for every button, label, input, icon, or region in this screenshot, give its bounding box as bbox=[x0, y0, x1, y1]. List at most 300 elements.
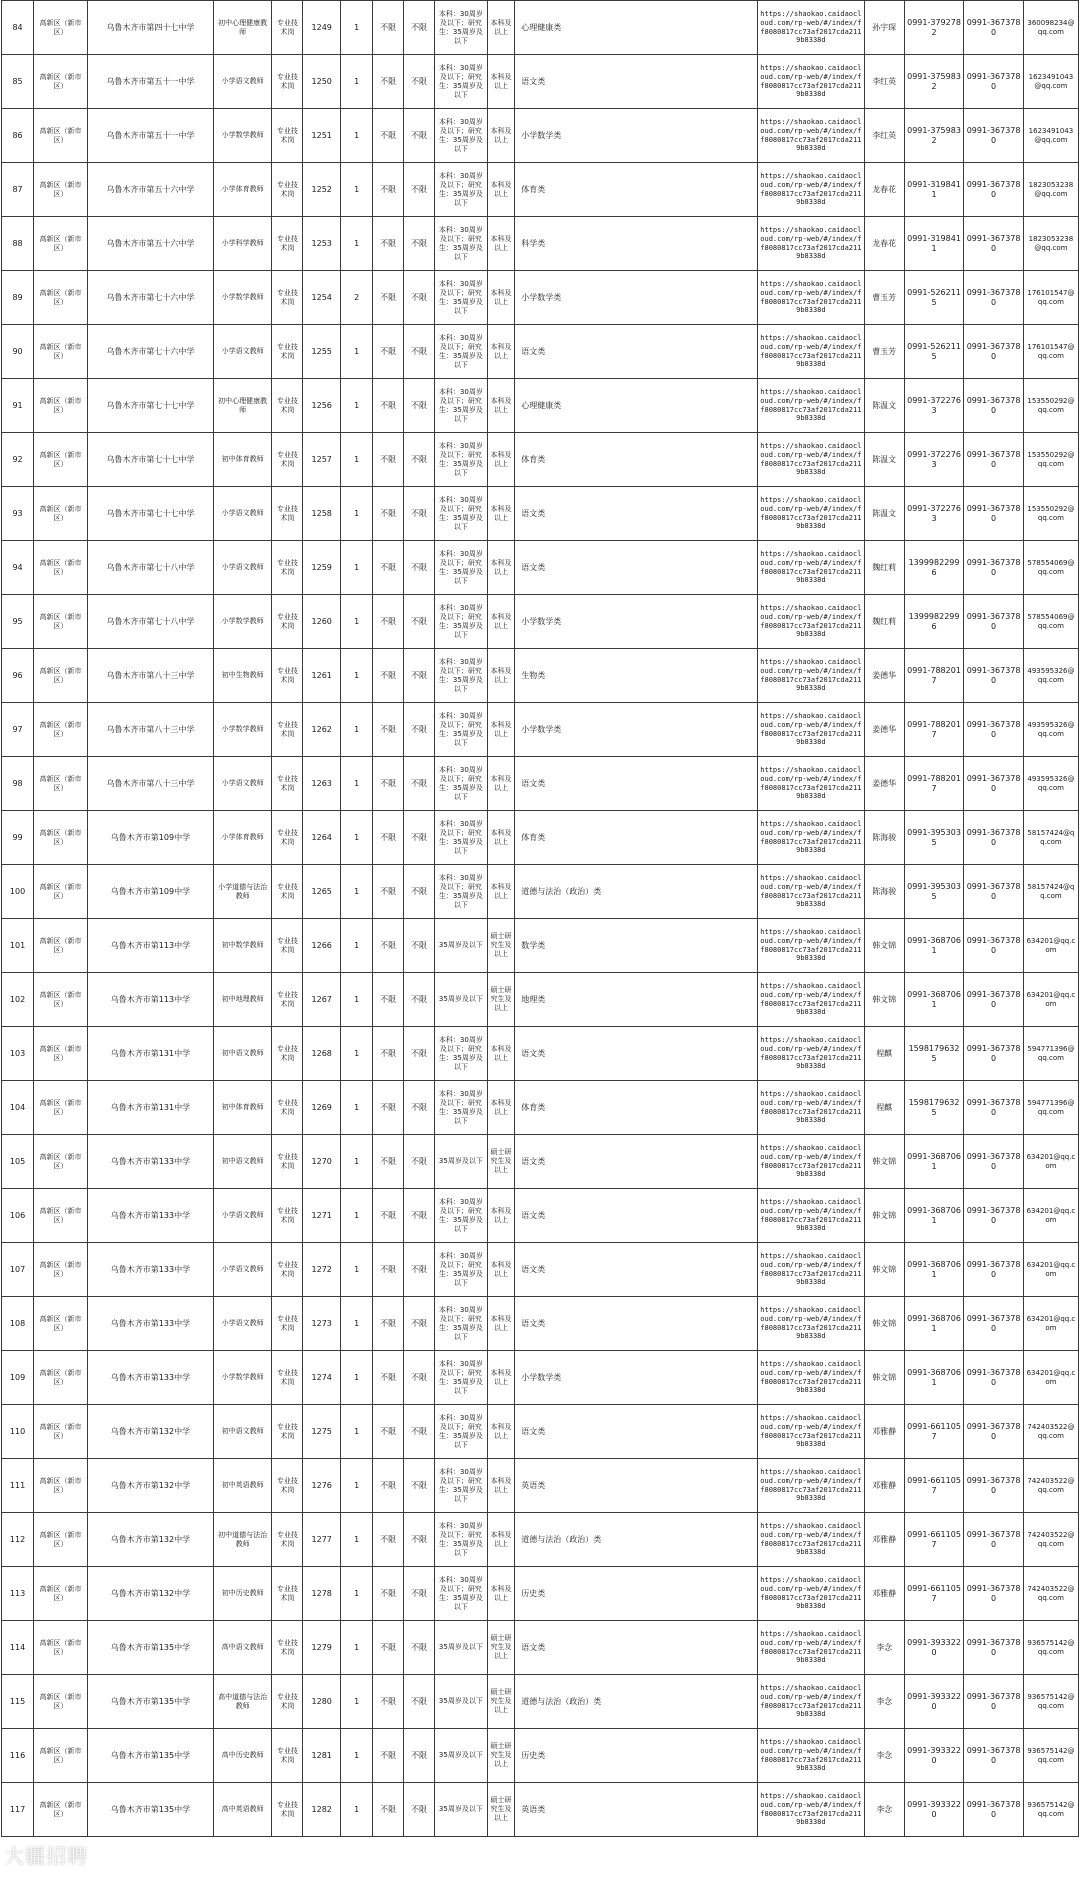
education-cell: 本科及以上 bbox=[487, 649, 514, 703]
school-phone-cell: 0991-3722763 bbox=[904, 433, 964, 487]
school-phone-cell: 15981796325 bbox=[904, 1081, 964, 1135]
application-url-cell[interactable]: https://shaokao.caidaocloud.com/rp-web/#/index/ff8080817cc73af2017cda2119b8338d bbox=[758, 973, 865, 1027]
requirement-cell: 不限 bbox=[404, 919, 435, 973]
contact-person-cell: 韩文锦 bbox=[864, 919, 904, 973]
application-url-cell[interactable]: https://shaokao.caidaocloud.com/rp-web/#/index/ff8080817cc73af2017cda2119b8338d bbox=[758, 1351, 865, 1405]
post-type-cell: 专业技术岗 bbox=[272, 1783, 303, 1837]
age-requirement-cell: 本科：30周岁及以下；研究生：35周岁及以下 bbox=[435, 811, 488, 865]
age-requirement-cell: 本科：30周岁及以下；研究生：35周岁及以下 bbox=[435, 1, 488, 55]
contact-person-cell: 程麒 bbox=[864, 1027, 904, 1081]
table-body bbox=[2, 1, 1079, 1837]
age-requirement-cell: 本科：30周岁及以下；研究生：35周岁及以下 bbox=[435, 1567, 488, 1621]
school-cell: 乌鲁木齐市第八十三中学 bbox=[87, 649, 213, 703]
hire-count-cell: 1 bbox=[341, 1459, 373, 1513]
requirement-cell: 不限 bbox=[404, 163, 435, 217]
application-url-cell[interactable]: https://shaokao.caidaocloud.com/rp-web/#/index/ff8080817cc73af2017cda2119b8338d bbox=[758, 1675, 865, 1729]
bureau-phone-cell: 0991-3673780 bbox=[964, 1027, 1024, 1081]
requirement-cell: 不限 bbox=[404, 1513, 435, 1567]
bureau-phone-cell: 0991-3673780 bbox=[964, 703, 1024, 757]
post-type-cell: 专业技术岗 bbox=[272, 1, 303, 55]
requirement-cell: 不限 bbox=[373, 1567, 404, 1621]
major-cell: 小学数学类 bbox=[515, 595, 758, 649]
district-cell: 高新区（新市区） bbox=[34, 1783, 88, 1837]
post-name-cell: 初中语文教师 bbox=[213, 1135, 271, 1189]
age-requirement-cell: 本科：30周岁及以下；研究生：35周岁及以下 bbox=[435, 217, 488, 271]
contact-person-cell: 姜德华 bbox=[864, 649, 904, 703]
email-cell[interactable]: 936575142@qq.com bbox=[1023, 1675, 1078, 1729]
requirement-cell: 不限 bbox=[404, 541, 435, 595]
age-requirement-cell: 本科：30周岁及以下；研究生：35周岁及以下 bbox=[435, 1351, 488, 1405]
application-url-cell[interactable]: https://shaokao.caidaocloud.com/rp-web/#/index/ff8080817cc73af2017cda2119b8338d bbox=[758, 1, 865, 55]
post-name-cell: 小学语文教师 bbox=[213, 325, 271, 379]
school-phone-cell: 0991-3933220 bbox=[904, 1621, 964, 1675]
requirement-cell: 不限 bbox=[373, 757, 404, 811]
age-requirement-cell: 本科：30周岁及以下；研究生：35周岁及以下 bbox=[435, 1297, 488, 1351]
school-cell: 乌鲁木齐市第135中学 bbox=[87, 1729, 213, 1783]
requirement-cell: 不限 bbox=[404, 1675, 435, 1729]
application-url-cell[interactable]: https://shaokao.caidaocloud.com/rp-web/#/index/ff8080817cc73af2017cda2119b8338d bbox=[758, 1621, 865, 1675]
email-cell[interactable]: 153550292@qq.com bbox=[1023, 379, 1078, 433]
post-name-cell: 初中心理健康教师 bbox=[213, 379, 271, 433]
school-cell: 乌鲁木齐市第七十八中学 bbox=[87, 595, 213, 649]
education-cell: 本科及以上 bbox=[487, 163, 514, 217]
post-code-cell: 1252 bbox=[303, 163, 341, 217]
bureau-phone-cell: 0991-3673780 bbox=[964, 1513, 1024, 1567]
application-url-cell[interactable]: https://shaokao.caidaocloud.com/rp-web/#/index/ff8080817cc73af2017cda2119b8338d bbox=[758, 55, 865, 109]
district-cell: 高新区（新市区） bbox=[34, 325, 88, 379]
requirement-cell: 不限 bbox=[404, 379, 435, 433]
table-row bbox=[2, 1297, 1079, 1351]
email-cell[interactable]: 742403522@qq.com bbox=[1023, 1459, 1078, 1513]
education-cell: 本科及以上 bbox=[487, 55, 514, 109]
major-cell: 科学类 bbox=[515, 217, 758, 271]
requirement-cell: 不限 bbox=[373, 271, 404, 325]
hire-count-cell: 1 bbox=[341, 1675, 373, 1729]
email-cell[interactable]: 634201@qq.com bbox=[1023, 919, 1078, 973]
row-number-cell: 110 bbox=[2, 1405, 34, 1459]
post-code-cell: 1250 bbox=[303, 55, 341, 109]
hire-count-cell: 1 bbox=[341, 163, 373, 217]
application-url-cell[interactable]: https://shaokao.caidaocloud.com/rp-web/#/index/ff8080817cc73af2017cda2119b8338d bbox=[758, 757, 865, 811]
school-phone-cell: 0991-7882017 bbox=[904, 757, 964, 811]
table-row bbox=[2, 1513, 1079, 1567]
application-url-cell[interactable]: https://shaokao.caidaocloud.com/rp-web/#/index/ff8080817cc73af2017cda2119b8338d bbox=[758, 541, 865, 595]
contact-person-cell: 李红英 bbox=[864, 55, 904, 109]
row-number-cell: 96 bbox=[2, 649, 34, 703]
contact-person-cell: 陈温文 bbox=[864, 487, 904, 541]
table-row bbox=[2, 271, 1079, 325]
row-number-cell: 92 bbox=[2, 433, 34, 487]
age-requirement-cell: 本科：30周岁及以下；研究生：35周岁及以下 bbox=[435, 1243, 488, 1297]
contact-person-cell: 韩文锦 bbox=[864, 1135, 904, 1189]
major-cell: 语文类 bbox=[515, 757, 758, 811]
email-cell[interactable]: 594771396@qq.com bbox=[1023, 1027, 1078, 1081]
email-cell[interactable]: 1623491043@qq.com bbox=[1023, 55, 1078, 109]
email-cell[interactable]: 634201@qq.com bbox=[1023, 1297, 1078, 1351]
application-url-cell[interactable]: https://shaokao.caidaocloud.com/rp-web/#/index/ff8080817cc73af2017cda2119b8338d bbox=[758, 433, 865, 487]
application-url-cell[interactable]: https://shaokao.caidaocloud.com/rp-web/#/index/ff8080817cc73af2017cda2119b8338d bbox=[758, 1027, 865, 1081]
application-url-cell[interactable]: https://shaokao.caidaocloud.com/rp-web/#/index/ff8080817cc73af2017cda2119b8338d bbox=[758, 649, 865, 703]
hire-count-cell: 1 bbox=[341, 217, 373, 271]
requirement-cell: 不限 bbox=[373, 1243, 404, 1297]
district-cell: 高新区（新市区） bbox=[34, 1135, 88, 1189]
requirement-cell: 不限 bbox=[404, 757, 435, 811]
application-url-cell[interactable]: https://shaokao.caidaocloud.com/rp-web/#/index/ff8080817cc73af2017cda2119b8338d bbox=[758, 1567, 865, 1621]
application-url-cell[interactable]: https://shaokao.caidaocloud.com/rp-web/#/index/ff8080817cc73af2017cda2119b8338d bbox=[758, 1243, 865, 1297]
major-cell: 语文类 bbox=[515, 55, 758, 109]
email-cell[interactable]: 634201@qq.com bbox=[1023, 1351, 1078, 1405]
school-cell: 乌鲁木齐市第133中学 bbox=[87, 1243, 213, 1297]
education-cell: 本科及以上 bbox=[487, 1, 514, 55]
school-cell: 乌鲁木齐市第八十三中学 bbox=[87, 703, 213, 757]
district-cell: 高新区（新市区） bbox=[34, 595, 88, 649]
application-url-cell[interactable]: https://shaokao.caidaocloud.com/rp-web/#/index/ff8080817cc73af2017cda2119b8338d bbox=[758, 919, 865, 973]
application-url-cell[interactable]: https://shaokao.caidaocloud.com/rp-web/#/index/ff8080817cc73af2017cda2119b8338d bbox=[758, 163, 865, 217]
school-phone-cell: 0991-3687061 bbox=[904, 1189, 964, 1243]
bureau-phone-cell: 0991-3673780 bbox=[964, 595, 1024, 649]
age-requirement-cell: 本科：30周岁及以下；研究生：35周岁及以下 bbox=[435, 379, 488, 433]
education-cell: 本科及以上 bbox=[487, 271, 514, 325]
application-url-cell[interactable]: https://shaokao.caidaocloud.com/rp-web/#/index/ff8080817cc73af2017cda2119b8338d bbox=[758, 1189, 865, 1243]
email-cell[interactable]: 742403522@qq.com bbox=[1023, 1567, 1078, 1621]
major-cell: 体育类 bbox=[515, 811, 758, 865]
school-cell: 乌鲁木齐市第七十六中学 bbox=[87, 325, 213, 379]
application-url-cell[interactable]: https://shaokao.caidaocloud.com/rp-web/#/index/ff8080817cc73af2017cda2119b8338d bbox=[758, 271, 865, 325]
education-cell: 本科及以上 bbox=[487, 1081, 514, 1135]
email-cell[interactable]: 1823053238@qq.com bbox=[1023, 217, 1078, 271]
requirement-cell: 不限 bbox=[373, 325, 404, 379]
table-row bbox=[2, 541, 1079, 595]
bureau-phone-cell: 0991-3673780 bbox=[964, 487, 1024, 541]
bureau-phone-cell: 0991-3673780 bbox=[964, 109, 1024, 163]
email-cell[interactable]: 742403522@qq.com bbox=[1023, 1513, 1078, 1567]
application-url-cell[interactable]: https://shaokao.caidaocloud.com/rp-web/#/index/ff8080817cc73af2017cda2119b8338d bbox=[758, 1405, 865, 1459]
post-name-cell: 初中体育教师 bbox=[213, 1081, 271, 1135]
major-cell: 语文类 bbox=[515, 1027, 758, 1081]
row-number-cell: 112 bbox=[2, 1513, 34, 1567]
table-row bbox=[2, 1027, 1079, 1081]
school-cell: 乌鲁木齐市第113中学 bbox=[87, 973, 213, 1027]
requirement-cell: 不限 bbox=[373, 1459, 404, 1513]
email-cell[interactable]: 936575142@qq.com bbox=[1023, 1729, 1078, 1783]
post-name-cell: 初中英语教师 bbox=[213, 1459, 271, 1513]
education-cell: 硕士研究生及以上 bbox=[487, 919, 514, 973]
post-code-cell: 1268 bbox=[303, 1027, 341, 1081]
application-url-cell[interactable]: https://shaokao.caidaocloud.com/rp-web/#/index/ff8080817cc73af2017cda2119b8338d bbox=[758, 379, 865, 433]
hire-count-cell: 1 bbox=[341, 865, 373, 919]
row-number-cell: 115 bbox=[2, 1675, 34, 1729]
post-code-cell: 1254 bbox=[303, 271, 341, 325]
major-cell: 体育类 bbox=[515, 433, 758, 487]
bureau-phone-cell: 0991-3673780 bbox=[964, 865, 1024, 919]
district-cell: 高新区（新市区） bbox=[34, 1351, 88, 1405]
application-url-cell[interactable]: https://shaokao.caidaocloud.com/rp-web/#/index/ff8080817cc73af2017cda2119b8338d bbox=[758, 703, 865, 757]
school-phone-cell: 15981796325 bbox=[904, 1027, 964, 1081]
age-requirement-cell: 本科：30周岁及以下；研究生：35周岁及以下 bbox=[435, 325, 488, 379]
requirement-cell: 不限 bbox=[373, 1, 404, 55]
bureau-phone-cell: 0991-3673780 bbox=[964, 1, 1024, 55]
row-number-cell: 89 bbox=[2, 271, 34, 325]
email-cell[interactable]: 493595326@qq.com bbox=[1023, 757, 1078, 811]
school-phone-cell: 0991-5262115 bbox=[904, 271, 964, 325]
table-row bbox=[2, 1351, 1079, 1405]
requirement-cell: 不限 bbox=[373, 109, 404, 163]
email-cell[interactable]: 634201@qq.com bbox=[1023, 973, 1078, 1027]
post-type-cell: 专业技术岗 bbox=[272, 595, 303, 649]
email-cell[interactable]: 493595326@qq.com bbox=[1023, 703, 1078, 757]
contact-person-cell: 陈温文 bbox=[864, 433, 904, 487]
requirement-cell: 不限 bbox=[404, 1621, 435, 1675]
row-number-cell: 88 bbox=[2, 217, 34, 271]
requirement-cell: 不限 bbox=[404, 1567, 435, 1621]
email-cell[interactable]: 634201@qq.com bbox=[1023, 1135, 1078, 1189]
education-cell: 本科及以上 bbox=[487, 1189, 514, 1243]
requirement-cell: 不限 bbox=[404, 973, 435, 1027]
bureau-phone-cell: 0991-3673780 bbox=[964, 919, 1024, 973]
major-cell: 体育类 bbox=[515, 163, 758, 217]
post-type-cell: 专业技术岗 bbox=[272, 1567, 303, 1621]
district-cell: 高新区（新市区） bbox=[34, 163, 88, 217]
table-row bbox=[2, 595, 1079, 649]
table-row bbox=[2, 163, 1079, 217]
school-cell: 乌鲁木齐市第131中学 bbox=[87, 1081, 213, 1135]
post-name-cell: 初中历史教师 bbox=[213, 1567, 271, 1621]
application-url-cell[interactable]: https://shaokao.caidaocloud.com/rp-web/#/index/ff8080817cc73af2017cda2119b8338d bbox=[758, 325, 865, 379]
district-cell: 高新区（新市区） bbox=[34, 1297, 88, 1351]
table-row bbox=[2, 1081, 1079, 1135]
contact-person-cell: 孙宇琛 bbox=[864, 1, 904, 55]
post-name-cell: 小学数学教师 bbox=[213, 1351, 271, 1405]
email-cell[interactable]: 742403522@qq.com bbox=[1023, 1405, 1078, 1459]
contact-person-cell: 邓雅静 bbox=[864, 1459, 904, 1513]
application-url-cell[interactable]: https://shaokao.caidaocloud.com/rp-web/#/index/ff8080817cc73af2017cda2119b8338d bbox=[758, 487, 865, 541]
row-number-cell: 90 bbox=[2, 325, 34, 379]
post-type-cell: 专业技术岗 bbox=[272, 1135, 303, 1189]
school-phone-cell: 0991-3687061 bbox=[904, 919, 964, 973]
age-requirement-cell: 本科：30周岁及以下；研究生：35周岁及以下 bbox=[435, 541, 488, 595]
school-phone-cell: 0991-3933220 bbox=[904, 1675, 964, 1729]
hire-count-cell: 1 bbox=[341, 919, 373, 973]
requirement-cell: 不限 bbox=[404, 1243, 435, 1297]
post-code-cell: 1251 bbox=[303, 109, 341, 163]
row-number-cell: 106 bbox=[2, 1189, 34, 1243]
post-name-cell: 小学语文教师 bbox=[213, 1243, 271, 1297]
bureau-phone-cell: 0991-3673780 bbox=[964, 1783, 1024, 1837]
school-phone-cell: 0991-6611057 bbox=[904, 1459, 964, 1513]
application-url-cell[interactable]: https://shaokao.caidaocloud.com/rp-web/#/index/ff8080817cc73af2017cda2119b8338d bbox=[758, 1729, 865, 1783]
post-code-cell: 1259 bbox=[303, 541, 341, 595]
post-type-cell: 专业技术岗 bbox=[272, 973, 303, 1027]
row-number-cell: 100 bbox=[2, 865, 34, 919]
email-cell[interactable]: 1623491043@qq.com bbox=[1023, 109, 1078, 163]
bureau-phone-cell: 0991-3673780 bbox=[964, 1351, 1024, 1405]
contact-person-cell: 陈温文 bbox=[864, 379, 904, 433]
age-requirement-cell: 本科：30周岁及以下；研究生：35周岁及以下 bbox=[435, 55, 488, 109]
bureau-phone-cell: 0991-3673780 bbox=[964, 1675, 1024, 1729]
major-cell: 生物类 bbox=[515, 649, 758, 703]
requirement-cell: 不限 bbox=[373, 595, 404, 649]
major-cell: 小学数学类 bbox=[515, 1351, 758, 1405]
post-code-cell: 1269 bbox=[303, 1081, 341, 1135]
post-code-cell: 1277 bbox=[303, 1513, 341, 1567]
district-cell: 高新区（新市区） bbox=[34, 1567, 88, 1621]
school-cell: 乌鲁木齐市第131中学 bbox=[87, 1027, 213, 1081]
application-url-cell[interactable]: https://shaokao.caidaocloud.com/rp-web/#/index/ff8080817cc73af2017cda2119b8338d bbox=[758, 217, 865, 271]
school-cell: 乌鲁木齐市第133中学 bbox=[87, 1135, 213, 1189]
major-cell: 道德与法治（政治）类 bbox=[515, 1513, 758, 1567]
email-cell[interactable]: 936575142@qq.com bbox=[1023, 1783, 1078, 1837]
post-code-cell: 1280 bbox=[303, 1675, 341, 1729]
post-name-cell: 高中历史教师 bbox=[213, 1729, 271, 1783]
contact-person-cell: 邓雅静 bbox=[864, 1567, 904, 1621]
post-type-cell: 专业技术岗 bbox=[272, 109, 303, 163]
email-cell[interactable]: 493595326@qq.com bbox=[1023, 649, 1078, 703]
email-cell[interactable]: 578554069@qq.com bbox=[1023, 595, 1078, 649]
school-cell: 乌鲁木齐市第七十七中学 bbox=[87, 487, 213, 541]
school-phone-cell: 0991-3953035 bbox=[904, 865, 964, 919]
application-url-cell[interactable]: https://shaokao.caidaocloud.com/rp-web/#/index/ff8080817cc73af2017cda2119b8338d bbox=[758, 865, 865, 919]
hire-count-cell: 1 bbox=[341, 1243, 373, 1297]
post-code-cell: 1276 bbox=[303, 1459, 341, 1513]
application-url-cell[interactable]: https://shaokao.caidaocloud.com/rp-web/#/index/ff8080817cc73af2017cda2119b8338d bbox=[758, 595, 865, 649]
age-requirement-cell: 本科：30周岁及以下；研究生：35周岁及以下 bbox=[435, 163, 488, 217]
school-phone-cell: 0991-3198411 bbox=[904, 217, 964, 271]
school-cell: 乌鲁木齐市第109中学 bbox=[87, 865, 213, 919]
contact-person-cell: 李念 bbox=[864, 1621, 904, 1675]
email-cell[interactable]: 58157424@qq.com bbox=[1023, 865, 1078, 919]
age-requirement-cell: 本科：30周岁及以下；研究生：35周岁及以下 bbox=[435, 1189, 488, 1243]
email-cell[interactable]: 58157424@qq.com bbox=[1023, 811, 1078, 865]
school-cell: 乌鲁木齐市第133中学 bbox=[87, 1189, 213, 1243]
education-cell: 本科及以上 bbox=[487, 865, 514, 919]
application-url-cell[interactable]: https://shaokao.caidaocloud.com/rp-web/#/index/ff8080817cc73af2017cda2119b8338d bbox=[758, 1459, 865, 1513]
post-name-cell: 小学语文教师 bbox=[213, 541, 271, 595]
education-cell: 本科及以上 bbox=[487, 595, 514, 649]
school-cell: 乌鲁木齐市第109中学 bbox=[87, 811, 213, 865]
email-cell[interactable]: 594771396@qq.com bbox=[1023, 1081, 1078, 1135]
table-row bbox=[2, 217, 1079, 271]
hire-count-cell: 1 bbox=[341, 487, 373, 541]
post-type-cell: 专业技术岗 bbox=[272, 55, 303, 109]
bureau-phone-cell: 0991-3673780 bbox=[964, 1405, 1024, 1459]
post-type-cell: 专业技术岗 bbox=[272, 1513, 303, 1567]
email-cell[interactable]: 176101547@qq.com bbox=[1023, 325, 1078, 379]
row-number-cell: 113 bbox=[2, 1567, 34, 1621]
major-cell: 语文类 bbox=[515, 1135, 758, 1189]
post-type-cell: 专业技术岗 bbox=[272, 1189, 303, 1243]
post-code-cell: 1271 bbox=[303, 1189, 341, 1243]
district-cell: 高新区（新市区） bbox=[34, 1189, 88, 1243]
post-type-cell: 专业技术岗 bbox=[272, 649, 303, 703]
age-requirement-cell: 35周岁及以下 bbox=[435, 973, 488, 1027]
hire-count-cell: 1 bbox=[341, 757, 373, 811]
requirement-cell: 不限 bbox=[373, 1351, 404, 1405]
email-cell[interactable]: 153550292@qq.com bbox=[1023, 433, 1078, 487]
age-requirement-cell: 本科：30周岁及以下；研究生：35周岁及以下 bbox=[435, 109, 488, 163]
major-cell: 心理健康类 bbox=[515, 1, 758, 55]
education-cell: 本科及以上 bbox=[487, 1567, 514, 1621]
row-number-cell: 97 bbox=[2, 703, 34, 757]
post-type-cell: 专业技术岗 bbox=[272, 487, 303, 541]
email-cell[interactable]: 578554069@qq.com bbox=[1023, 541, 1078, 595]
district-cell: 高新区（新市区） bbox=[34, 649, 88, 703]
contact-person-cell: 曹玉芳 bbox=[864, 325, 904, 379]
school-cell: 乌鲁木齐市第132中学 bbox=[87, 1567, 213, 1621]
application-url-cell[interactable]: https://shaokao.caidaocloud.com/rp-web/#/index/ff8080817cc73af2017cda2119b8338d bbox=[758, 1783, 865, 1837]
hire-count-cell: 1 bbox=[341, 1405, 373, 1459]
requirement-cell: 不限 bbox=[404, 55, 435, 109]
email-cell[interactable]: 936575142@qq.com bbox=[1023, 1621, 1078, 1675]
email-cell[interactable]: 1823053238@qq.com bbox=[1023, 163, 1078, 217]
row-number-cell: 108 bbox=[2, 1297, 34, 1351]
email-cell[interactable]: 634201@qq.com bbox=[1023, 1189, 1078, 1243]
contact-person-cell: 邓雅静 bbox=[864, 1405, 904, 1459]
education-cell: 本科及以上 bbox=[487, 487, 514, 541]
contact-person-cell: 李红英 bbox=[864, 109, 904, 163]
school-cell: 乌鲁木齐市第113中学 bbox=[87, 919, 213, 973]
requirement-cell: 不限 bbox=[373, 379, 404, 433]
table-row bbox=[2, 1243, 1079, 1297]
hire-count-cell: 1 bbox=[341, 109, 373, 163]
application-url-cell[interactable]: https://shaokao.caidaocloud.com/rp-web/#/index/ff8080817cc73af2017cda2119b8338d bbox=[758, 1513, 865, 1567]
major-cell: 历史类 bbox=[515, 1729, 758, 1783]
hire-count-cell: 1 bbox=[341, 55, 373, 109]
education-cell: 硕士研究生及以上 bbox=[487, 1135, 514, 1189]
application-url-cell[interactable]: https://shaokao.caidaocloud.com/rp-web/#/index/ff8080817cc73af2017cda2119b8338d bbox=[758, 1297, 865, 1351]
bureau-phone-cell: 0991-3673780 bbox=[964, 1135, 1024, 1189]
row-number-cell: 114 bbox=[2, 1621, 34, 1675]
requirement-cell: 不限 bbox=[404, 1351, 435, 1405]
post-code-cell: 1257 bbox=[303, 433, 341, 487]
application-url-cell[interactable]: https://shaokao.caidaocloud.com/rp-web/#/index/ff8080817cc73af2017cda2119b8338d bbox=[758, 109, 865, 163]
post-type-cell: 专业技术岗 bbox=[272, 811, 303, 865]
application-url-cell[interactable]: https://shaokao.caidaocloud.com/rp-web/#/index/ff8080817cc73af2017cda2119b8338d bbox=[758, 1081, 865, 1135]
table-row bbox=[2, 379, 1079, 433]
row-number-cell: 85 bbox=[2, 55, 34, 109]
requirement-cell: 不限 bbox=[404, 1081, 435, 1135]
post-code-cell: 1264 bbox=[303, 811, 341, 865]
requirement-cell: 不限 bbox=[373, 1027, 404, 1081]
age-requirement-cell: 本科：30周岁及以下；研究生：35周岁及以下 bbox=[435, 649, 488, 703]
education-cell: 本科及以上 bbox=[487, 703, 514, 757]
post-type-cell: 专业技术岗 bbox=[272, 1621, 303, 1675]
post-type-cell: 专业技术岗 bbox=[272, 433, 303, 487]
age-requirement-cell: 本科：30周岁及以下；研究生：35周岁及以下 bbox=[435, 865, 488, 919]
table-row bbox=[2, 757, 1079, 811]
age-requirement-cell: 本科：30周岁及以下；研究生：35周岁及以下 bbox=[435, 1405, 488, 1459]
contact-person-cell: 韩文锦 bbox=[864, 1351, 904, 1405]
application-url-cell[interactable]: https://shaokao.caidaocloud.com/rp-web/#/index/ff8080817cc73af2017cda2119b8338d bbox=[758, 1135, 865, 1189]
requirement-cell: 不限 bbox=[373, 973, 404, 1027]
bureau-phone-cell: 0991-3673780 bbox=[964, 1567, 1024, 1621]
email-cell[interactable]: 360098234@qq.com bbox=[1023, 1, 1078, 55]
post-code-cell: 1267 bbox=[303, 973, 341, 1027]
email-cell[interactable]: 634201@qq.com bbox=[1023, 1243, 1078, 1297]
row-number-cell: 103 bbox=[2, 1027, 34, 1081]
school-cell: 乌鲁木齐市第132中学 bbox=[87, 1459, 213, 1513]
email-cell[interactable]: 176101547@qq.com bbox=[1023, 271, 1078, 325]
application-url-cell[interactable]: https://shaokao.caidaocloud.com/rp-web/#/index/ff8080817cc73af2017cda2119b8338d bbox=[758, 811, 865, 865]
district-cell: 高新区（新市区） bbox=[34, 811, 88, 865]
bureau-phone-cell: 0991-3673780 bbox=[964, 649, 1024, 703]
post-code-cell: 1261 bbox=[303, 649, 341, 703]
contact-person-cell: 陈海骏 bbox=[864, 865, 904, 919]
education-cell: 本科及以上 bbox=[487, 1297, 514, 1351]
email-cell[interactable]: 153550292@qq.com bbox=[1023, 487, 1078, 541]
post-name-cell: 小学体育教师 bbox=[213, 163, 271, 217]
school-phone-cell: 0991-3759832 bbox=[904, 55, 964, 109]
school-phone-cell: 0991-6611057 bbox=[904, 1513, 964, 1567]
